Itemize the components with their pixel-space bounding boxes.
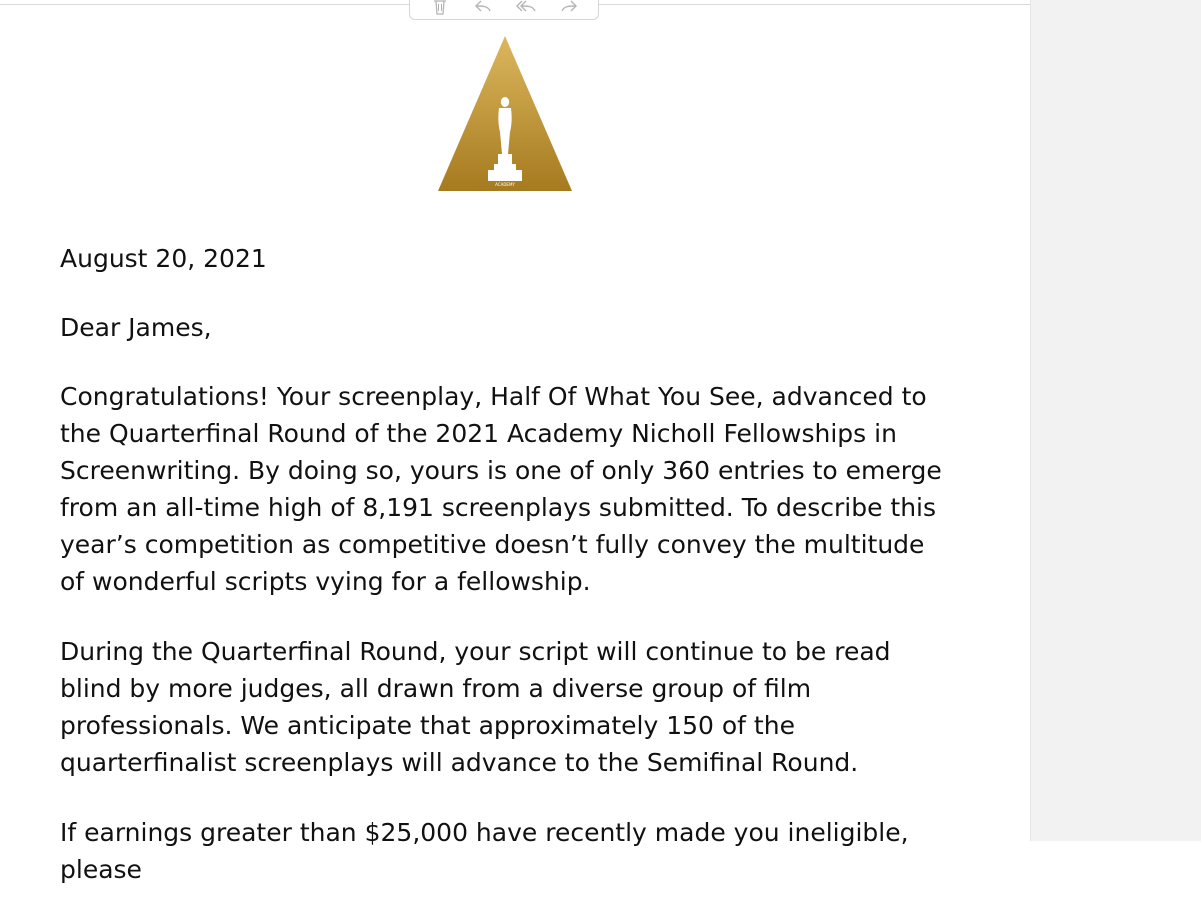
message-toolbar <box>409 0 599 20</box>
right-sidebar <box>1030 0 1201 841</box>
reply-all-icon <box>514 0 538 14</box>
trash-button[interactable] <box>426 0 454 17</box>
reply-all-button[interactable] <box>512 0 540 17</box>
letter-paragraph-3: If earnings greater than $25,000 have recently made you ineligible, please <box>60 818 909 884</box>
letter-paragraph-2: During the Quarterfinal Round, your script will continue to be read blind by more judges, all drawn from a diverse group of film professionals. We anticipate that approximately 150 of the quarterfinalist screenplays will advance to the Semifinal Round. <box>60 637 891 777</box>
letter-salutation: Dear James, <box>60 313 212 342</box>
academy-logo <box>436 36 574 192</box>
reply-icon <box>473 0 493 14</box>
letter-body <box>60 240 960 921</box>
forward-icon <box>559 0 579 14</box>
letter-paragraph-1: Congratulations! Your screenplay, Half Of What You See, advanced to the Quarterfinal Round of the 2021 Academy Nicholl Fellowships in Screenwriting. By doing so, yours is one of only 360 entries to emerge from an all-time high of 8,191 screenplays submitted. To describe this year’s competition as competitive doesn’t fully convey the multitude of wonderful scripts vying for a fellowship. <box>60 382 942 596</box>
trash-icon <box>432 0 448 15</box>
oscar-statuette-icon <box>436 36 574 192</box>
forward-button[interactable] <box>555 0 583 17</box>
letter-date: August 20, 2021 <box>60 244 267 273</box>
logo-tagline: ACADEMY <box>495 182 515 187</box>
reply-button[interactable] <box>469 0 497 17</box>
